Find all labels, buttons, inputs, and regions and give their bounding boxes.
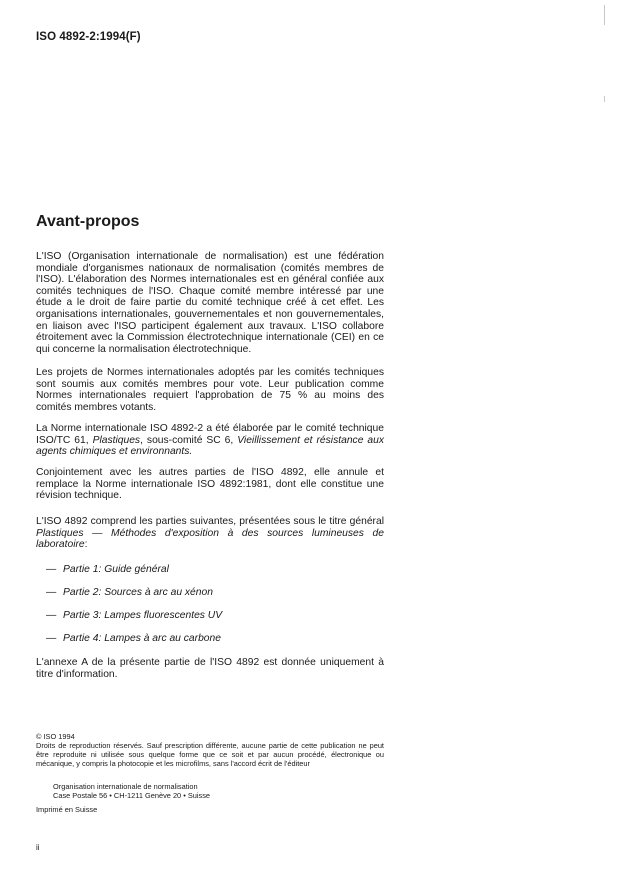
organisation-name: Organisation internationale de normalisation [53, 782, 198, 791]
copyright-notice: © ISO 1994 [36, 732, 75, 741]
subcommittee-name: Vieillissement et résistance aux agents chimiques et environnants. [36, 434, 384, 458]
list-item-part-1 [46, 564, 169, 576]
list-item-label: Partie 2: Sources à arc au xénon [63, 587, 213, 598]
paragraph-committee [36, 423, 384, 458]
paragraph-replacement: Conjointement avec les autres parties de l'ISO 4892, elle annule et remplace la Norme internationale ISO 4892:1981, dont elle constitue une révision technique. [36, 467, 384, 502]
list-item-label: Partie 3: Lampes fluorescentes UV [63, 610, 223, 621]
parts-intro-text: L'ISO 4892 comprend les parties suivantes, présentées sous le titre général [36, 516, 384, 527]
page-edge-mark [604, 5, 605, 25]
page-edge-mark [604, 96, 605, 102]
list-item-label: Partie 1: Guide général [63, 564, 169, 575]
general-title: Plastiques — Méthodes d'exposition à des sources lumineuses de laboratoire [36, 527, 384, 551]
committee-name: Plastiques [92, 434, 141, 446]
page-title: Avant-propos [36, 213, 140, 230]
subcommittee-text: , sous-comité SC 6, [140, 434, 238, 446]
rights-statement: Droits de reproduction réservés. Sauf prescription différente, aucune partie de cette publication ne peut être reproduite ni utilisée sous quelque forme que ce soit et par aucun procédé, électronique ou mécanique, y compris la photocopie et les microfilms, sans l'accord écrit de l'éditeur [36, 741, 384, 768]
list-item-part-3 [46, 610, 222, 622]
printed-in: Imprimé en Suisse [36, 805, 98, 814]
list-item-part-4 [46, 633, 221, 645]
page-number: ii [36, 843, 40, 852]
paragraph-draft-standards: Les projets de Normes internationales adoptés par les comités techniques sont soumis aux comités membres pour vote. Leur publication comme Normes internationales requiert l'approbation de 75 % au moins des comités membres votants. [36, 367, 384, 413]
list-dash: — [46, 633, 57, 644]
document-reference: ISO 4892-2:1994(F) [36, 31, 141, 43]
list-dash: — [46, 564, 57, 575]
list-item-part-2 [46, 587, 213, 599]
list-dash: — [46, 610, 57, 621]
list-item-label: Partie 4: Lampes à arc au carbone [63, 633, 221, 644]
committee-text: La Norme internationale ISO 4892-2 a été élaborée par le comité technique ISO/TC 61, [36, 423, 384, 446]
paragraph-iso-intro: L'ISO (Organisation internationale de normalisation) est une fédération mondiale d'organismes nationaux de normalisation (comités membres de l'ISO). L'élaboration des Normes internationales est en général confiée aux comités techniques de l'ISO. Chaque comité membre intéressé par une étude a le droit de faire partie du comité technique créé à cet effet. Les organisations internationales, gouvernementales et non gouvernementales, en liaison avec l'ISO participent également aux travaux. L'ISO collabore étroitement avec la Commission électrotechnique internationale (CEI) en ce qui concerne la normalisation électrotechnique. [36, 251, 384, 355]
paragraph-annex-note: L'annexe A de la présente partie de l'ISO 4892 est donnée uniquement à titre d'information. [36, 657, 384, 680]
postal-address: Case Postale 56 • CH-1211 Genève 20 • Suisse [53, 791, 211, 800]
organisation-address [53, 782, 210, 800]
list-dash: — [46, 587, 57, 598]
parts-intro-colon: : [84, 539, 88, 551]
paragraph-parts-intro [36, 516, 384, 551]
